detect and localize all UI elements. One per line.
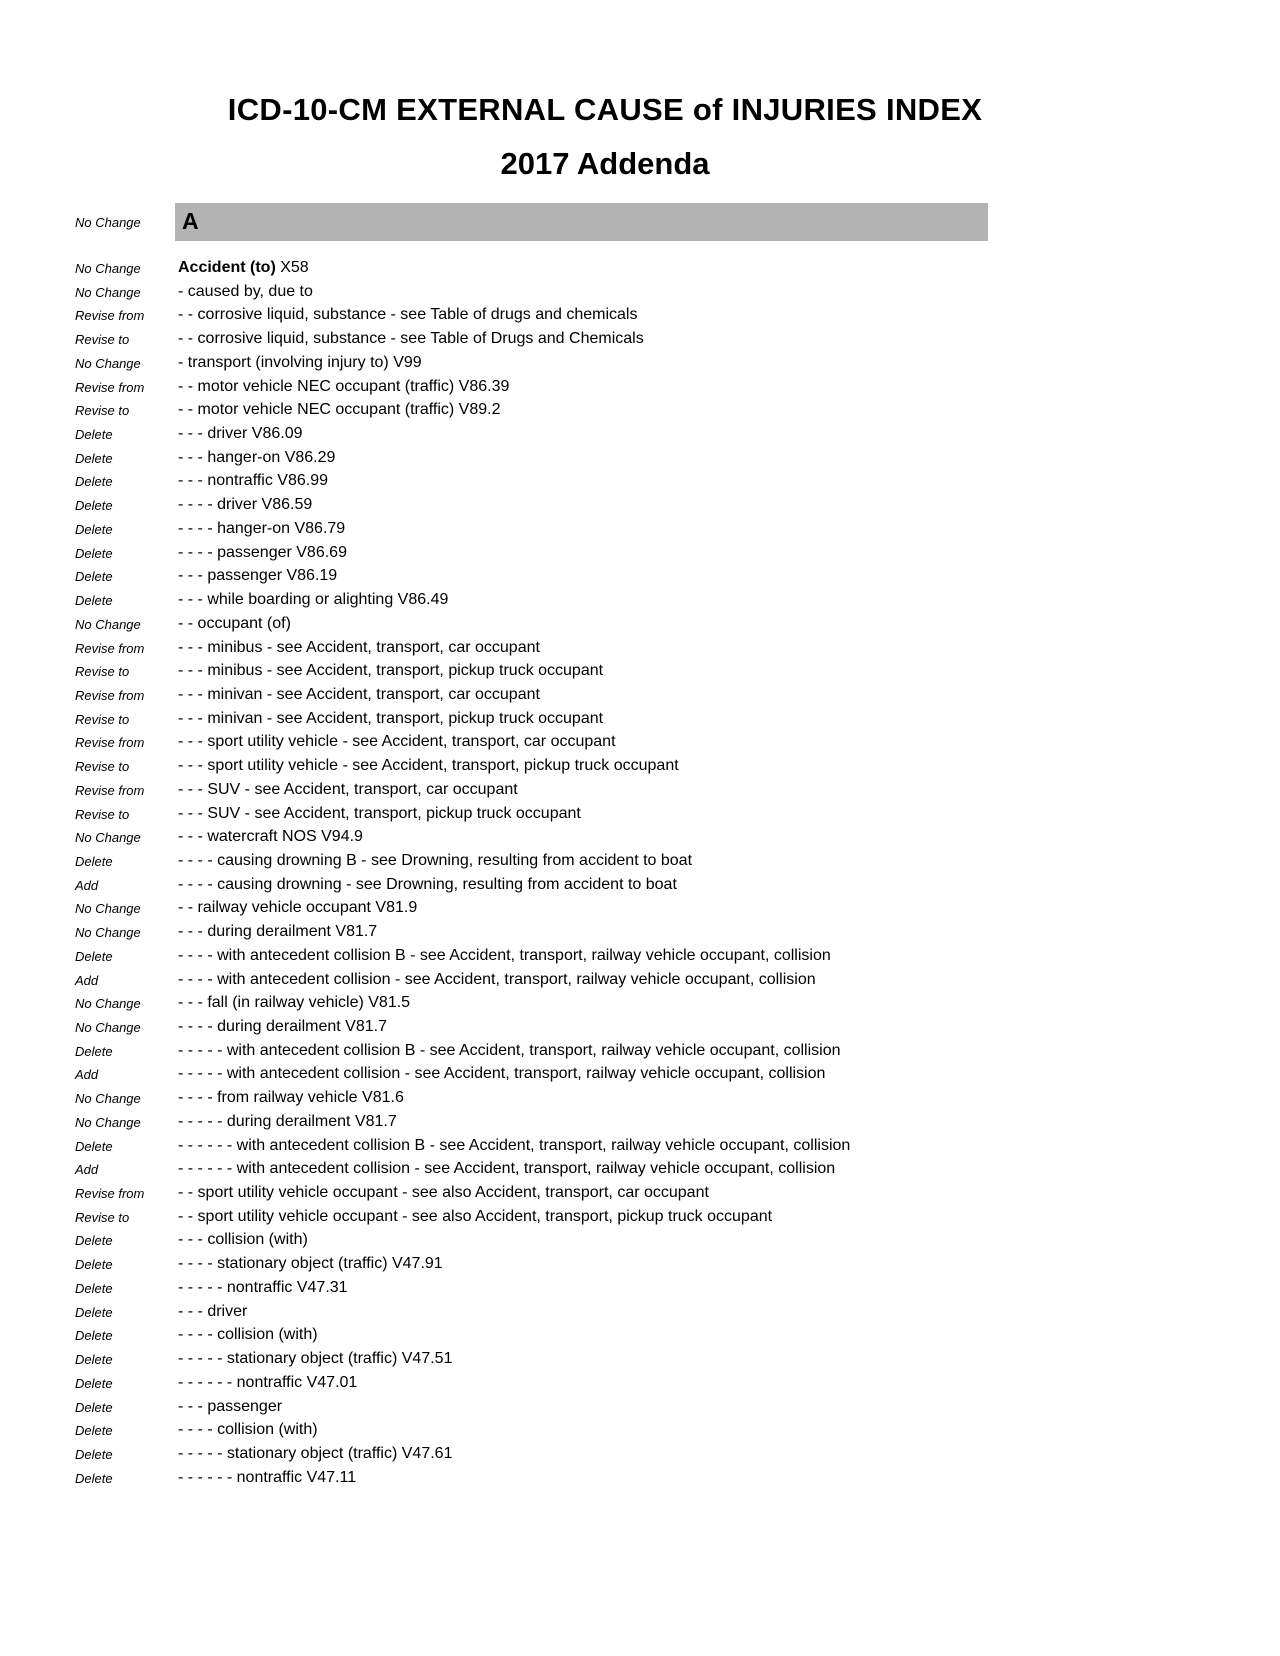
- entry-row: [0, 1181, 1280, 1205]
- entry-text: - - - - - - with antecedent collision B - see Accident, transport, railway vehicle occupant, collision: [178, 1136, 851, 1154]
- change-tag: No Change: [75, 996, 141, 1012]
- entry-text: - - - passenger V86.19: [178, 567, 338, 585]
- entry-text: - - - fall (in railway vehicle) V81.5: [178, 994, 411, 1012]
- entry-text: - - - passenger: [178, 1397, 283, 1415]
- entry-text: - - - minibus - see Accident, transport, car occupant: [178, 638, 540, 656]
- entry-row: [0, 1015, 1280, 1039]
- entry-row: [0, 1300, 1280, 1324]
- change-tag: Add: [75, 877, 99, 893]
- entry-row: [0, 968, 1280, 992]
- change-tag: Delete: [75, 427, 113, 443]
- entry-row: [0, 1418, 1280, 1442]
- change-tag: Delete: [75, 948, 113, 964]
- entry-text: - - motor vehicle NEC occupant (traffic) V89.2: [178, 401, 501, 419]
- entry-text: - - - during derailment V81.7: [178, 923, 378, 941]
- entry-row: [0, 1442, 1280, 1466]
- change-tag: Delete: [75, 545, 113, 561]
- entry-row: [0, 754, 1280, 778]
- change-tag: Delete: [75, 1233, 113, 1249]
- entry-text: - - - - - during derailment V81.7: [178, 1112, 397, 1130]
- change-tag: Revise to: [75, 1209, 130, 1225]
- change-tag: Revise from: [75, 735, 145, 751]
- entry-row: [0, 375, 1280, 399]
- entry-text: - - - - - nontraffic V47.31: [178, 1278, 348, 1296]
- change-tag: Revise to: [75, 664, 130, 680]
- entry-row: [0, 944, 1280, 968]
- change-tag: Revise from: [75, 1186, 145, 1202]
- change-tag: Revise from: [75, 687, 145, 703]
- change-tag: Delete: [75, 1257, 113, 1273]
- change-tag: Delete: [75, 521, 113, 537]
- change-tag: Revise to: [75, 806, 130, 822]
- entry-row: [0, 256, 1280, 280]
- entry-text: - - - minivan - see Accident, transport, car occupant: [178, 685, 540, 703]
- entry-row: [0, 303, 1280, 327]
- entry-row: [0, 802, 1280, 826]
- entry-text: - - - - - stationary object (traffic) V47.61: [178, 1444, 453, 1462]
- change-tag: Delete: [75, 1138, 113, 1154]
- change-tag: Delete: [75, 1375, 113, 1391]
- change-tag: Delete: [75, 569, 113, 585]
- entry-row: [0, 398, 1280, 422]
- entry-row: [0, 564, 1280, 588]
- change-tag: Delete: [75, 1352, 113, 1368]
- change-tag: No Change: [75, 616, 141, 632]
- change-tag: Delete: [75, 1446, 113, 1462]
- entry-row: [0, 1395, 1280, 1419]
- entry-row: [0, 469, 1280, 493]
- entry-row: [0, 1252, 1280, 1276]
- change-tag: Revise from: [75, 308, 145, 324]
- change-tag: Delete: [75, 1280, 113, 1296]
- entry-row: [0, 849, 1280, 873]
- entry-text: - - - sport utility vehicle - see Accident, transport, pickup truck occupant: [178, 757, 679, 775]
- entry-row: [0, 707, 1280, 731]
- entry-text: - - - SUV - see Accident, transport, pickup truck occupant: [178, 804, 581, 822]
- entry-text: - - - - with antecedent collision - see Accident, transport, railway vehicle occupant, collision: [178, 970, 816, 988]
- entry-text: - - - nontraffic V86.99: [178, 472, 328, 490]
- entry-row: [0, 541, 1280, 565]
- entry-text: - - occupant (of): [178, 614, 291, 632]
- entry-text: - - - - - - with antecedent collision - see Accident, transport, railway vehicle occupant, collision: [178, 1160, 836, 1178]
- entry-row: [0, 351, 1280, 375]
- entry-text: - - - - - stationary object (traffic) V47.51: [178, 1350, 453, 1368]
- entry-text: - - - SUV - see Accident, transport, car occupant: [178, 780, 518, 798]
- entry-text: - - - while boarding or alighting V86.49: [178, 591, 449, 609]
- entry-text: - - - - - - nontraffic V47.01: [178, 1373, 358, 1391]
- document-title: ICD-10-CM EXTERNAL CAUSE of INJURIES INDEX: [227, 92, 983, 127]
- entry-row: [0, 1039, 1280, 1063]
- entry-row: [0, 1134, 1280, 1158]
- section-header-row: [0, 203, 1280, 241]
- entry-row: [0, 1371, 1280, 1395]
- change-tag: No Change: [75, 1114, 141, 1130]
- change-tag: Delete: [75, 1043, 113, 1059]
- change-tag: Delete: [75, 1304, 113, 1320]
- entry-text: - - sport utility vehicle occupant - see also Accident, transport, pickup truck occupant: [178, 1207, 773, 1225]
- change-tag: Revise from: [75, 640, 145, 656]
- entry-row: [0, 1323, 1280, 1347]
- change-tag: No Change: [75, 830, 141, 846]
- change-tag: Delete: [75, 474, 113, 490]
- change-tag: Revise to: [75, 759, 130, 775]
- change-tag: No Change: [75, 925, 141, 941]
- change-tag: Revise from: [75, 379, 145, 395]
- entry-row: [0, 1086, 1280, 1110]
- entry-row: [0, 517, 1280, 541]
- entry-text: - - - driver: [178, 1302, 248, 1320]
- entry-text: - - - - stationary object (traffic) V47.91: [178, 1255, 443, 1273]
- change-tag: Delete: [75, 853, 113, 869]
- entry-text: - - sport utility vehicle occupant - see also Accident, transport, car occupant: [178, 1184, 709, 1202]
- entry-row: [0, 778, 1280, 802]
- change-tag: No Change: [75, 284, 141, 300]
- change-tag: No Change: [75, 1091, 141, 1107]
- change-tag: No Change: [75, 901, 141, 917]
- entry-row: [0, 683, 1280, 707]
- entry-row: [0, 636, 1280, 660]
- entry-text: - - motor vehicle NEC occupant (traffic) V86.39: [178, 377, 510, 395]
- section-letter: A: [182, 208, 199, 234]
- entry-text: - - - hanger-on V86.29: [178, 448, 336, 466]
- entry-row: [0, 825, 1280, 849]
- entry-text: - - - collision (with): [178, 1231, 308, 1249]
- change-tag: Delete: [75, 450, 113, 466]
- entry-text: - - corrosive liquid, substance - see Table of drugs and chemicals: [178, 306, 638, 324]
- entry-text: - - - - during derailment V81.7: [178, 1018, 387, 1035]
- entry-row: [0, 446, 1280, 470]
- entry-row: [0, 1110, 1280, 1134]
- change-tag: Add: [75, 972, 99, 988]
- entry-row: [0, 896, 1280, 920]
- entry-row: [0, 991, 1280, 1015]
- entry-text: - - - - passenger V86.69: [178, 543, 347, 561]
- change-tag: Delete: [75, 1470, 113, 1486]
- change-tag: Revise to: [75, 711, 130, 727]
- entry-row: [0, 1276, 1280, 1300]
- entry-text: - - - minivan - see Accident, transport, pickup truck occupant: [178, 709, 604, 727]
- entry-row: [0, 873, 1280, 897]
- entry-text: - - - - - with antecedent collision B - see Accident, transport, railway vehicle occupant, collision: [178, 1041, 841, 1059]
- entry-text: Accident (to) X58: [178, 259, 309, 276]
- entry-text: - transport (involving injury to) V99: [178, 353, 422, 371]
- change-tag: Delete: [75, 1423, 113, 1439]
- section-letter-bar: [175, 203, 988, 241]
- change-tag: Delete: [75, 1328, 113, 1344]
- entry-row: [0, 1466, 1280, 1490]
- entry-row: [0, 1062, 1280, 1086]
- change-tag: No Change: [75, 261, 141, 276]
- entry-text: - - - - collision (with): [178, 1421, 318, 1439]
- change-tag: Delete: [75, 593, 113, 609]
- change-tag: No Change: [75, 1020, 141, 1035]
- entry-text: - - - - driver V86.59: [178, 496, 313, 514]
- entry-row: [0, 1157, 1280, 1181]
- entry-text: - - corrosive liquid, substance - see Table of Drugs and Chemicals: [178, 330, 644, 348]
- entry-row: [0, 920, 1280, 944]
- entry-row: [0, 659, 1280, 683]
- entry-row: [0, 422, 1280, 446]
- entry-text: - - - - from railway vehicle V81.6: [178, 1089, 404, 1107]
- entry-text: - caused by, due to: [178, 282, 313, 300]
- change-tag: Delete: [75, 498, 113, 514]
- section-change-tag: No Change: [75, 215, 141, 230]
- change-tag: Revise to: [75, 332, 130, 348]
- entry-row: [0, 1205, 1280, 1229]
- entry-text: - - - - - - nontraffic V47.11: [178, 1468, 357, 1486]
- entry-text: - - - driver V86.09: [178, 425, 303, 443]
- entry-text: - - - - - with antecedent collision - see Accident, transport, railway vehicle occupant, collision: [178, 1065, 826, 1083]
- entry-text: - - - sport utility vehicle - see Accident, transport, car occupant: [178, 733, 616, 751]
- entry-row: [0, 493, 1280, 517]
- entry-text: - - - - causing drowning B - see Drowning, resulting from accident to boat: [178, 851, 693, 869]
- entry-text: - - - - causing drowning - see Drowning, resulting from accident to boat: [178, 875, 677, 893]
- change-tag: No Change: [75, 355, 141, 371]
- entry-text: - - - - with antecedent collision B - see Accident, transport, railway vehicle occupant, collision: [178, 946, 831, 964]
- entry-text: - - - minibus - see Accident, transport, pickup truck occupant: [178, 662, 604, 680]
- entry-row: [0, 280, 1280, 304]
- document-header: [0, 92, 1210, 182]
- entry-list: [0, 256, 1280, 1489]
- entry-text: - - - - collision (with): [178, 1326, 318, 1344]
- change-tag: Add: [75, 1067, 99, 1083]
- change-tag: Revise to: [75, 403, 130, 419]
- change-tag: Delete: [75, 1399, 113, 1415]
- entry-row: [0, 1347, 1280, 1371]
- entry-text: - - - - hanger-on V86.79: [178, 519, 346, 537]
- entry-row: [0, 612, 1280, 636]
- change-tag: Add: [75, 1162, 99, 1178]
- entry-text: - - railway vehicle occupant V81.9: [178, 899, 418, 917]
- entry-row: [0, 327, 1280, 351]
- entry-text: - - - watercraft NOS V94.9: [178, 828, 363, 846]
- entry-row: [0, 588, 1280, 612]
- entry-row: [0, 1228, 1280, 1252]
- entry-row: [0, 730, 1280, 754]
- document-subtitle: 2017 Addenda: [500, 146, 710, 181]
- change-tag: Revise from: [75, 782, 145, 798]
